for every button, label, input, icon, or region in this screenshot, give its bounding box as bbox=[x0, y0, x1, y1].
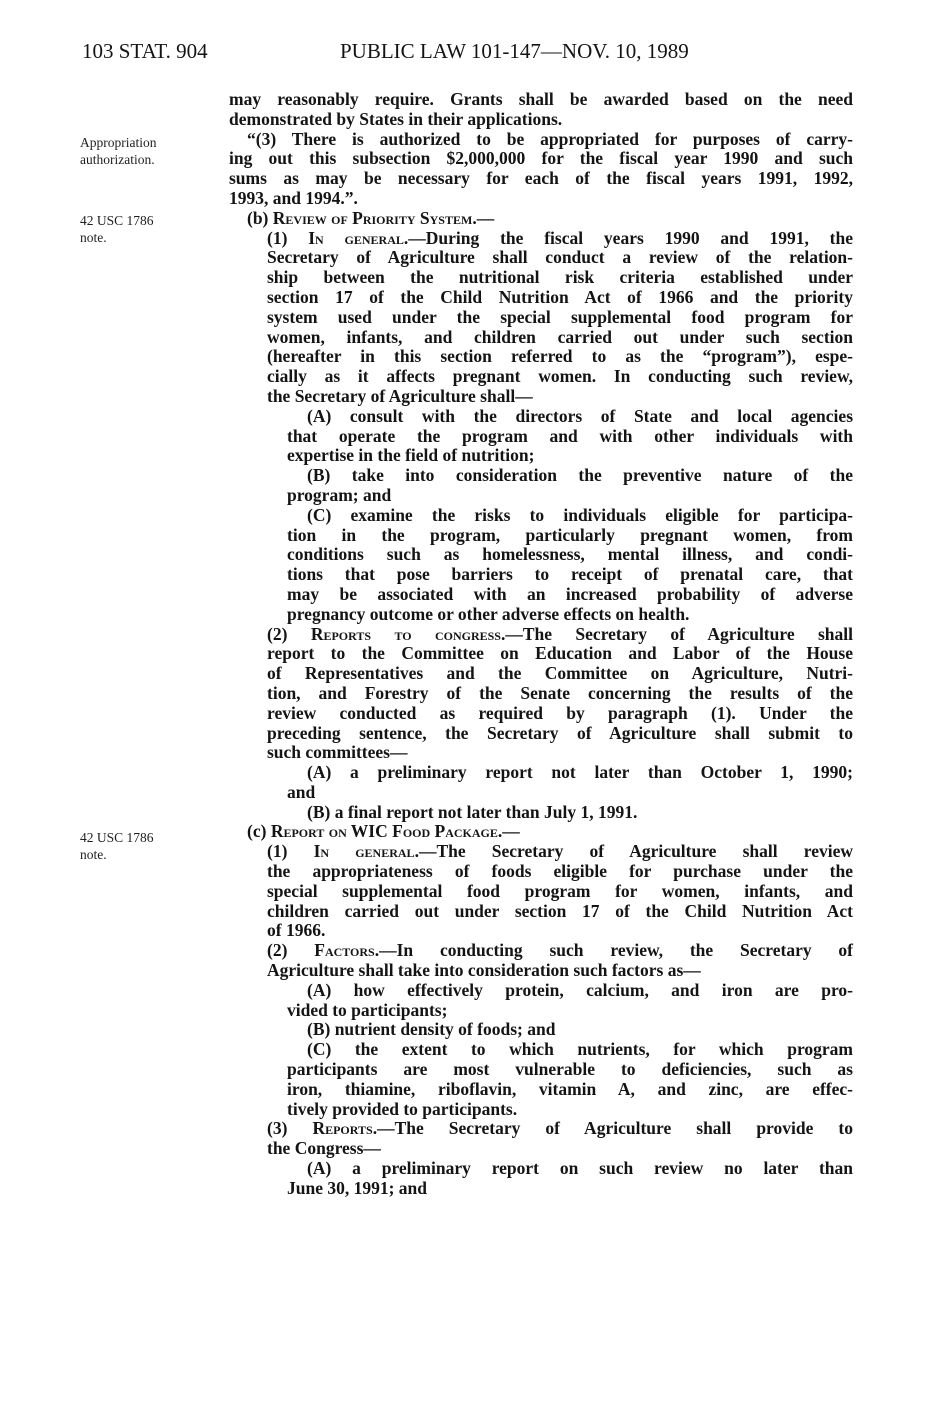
text-segment: ing out this subsection $2,000,000 for the fiscal year 1990 and such bbox=[229, 148, 853, 169]
text-segment: special supplemental food program for women, infants, and bbox=[267, 880, 853, 901]
text-segment: (A) a preliminary report not later than October 1, 1990; bbox=[307, 762, 853, 783]
text-segment: expertise in the field of nutrition; bbox=[287, 445, 535, 466]
text-segment: (b) bbox=[247, 207, 273, 228]
text-segment: the appropriateness of foods eligible for purchase under the bbox=[267, 861, 853, 882]
text-line bbox=[229, 328, 853, 348]
text-line bbox=[229, 149, 853, 169]
text-segment: tion, and Forestry of the Senate concerning the results of the bbox=[267, 682, 853, 703]
text-line bbox=[229, 961, 853, 981]
text-segment: (hereafter in this section referred to as the “program”), espe- bbox=[267, 346, 853, 367]
margin-note-line: 42 USC 1786 bbox=[80, 830, 154, 845]
text-line bbox=[229, 743, 853, 763]
text-segment: children carried out under section 17 of the Child Nutrition Act bbox=[267, 900, 853, 921]
text-line bbox=[229, 724, 853, 744]
text-line bbox=[229, 902, 853, 922]
text-line bbox=[229, 1100, 853, 1120]
text-line bbox=[229, 209, 853, 229]
text-segment: (A) how effectively protein, calcium, and iron are pro- bbox=[307, 979, 853, 1000]
text-segment: (2) bbox=[267, 940, 315, 961]
margin-note-line: note. bbox=[80, 847, 107, 862]
text-line bbox=[229, 585, 853, 605]
text-line bbox=[229, 1119, 853, 1139]
text-segment: (c) bbox=[247, 821, 271, 842]
text-segment: .—The Secretary of Agriculture shall provide to bbox=[372, 1118, 853, 1139]
text-line bbox=[229, 625, 853, 645]
text-line bbox=[229, 941, 853, 961]
text-line bbox=[229, 545, 853, 565]
text-line bbox=[229, 288, 853, 308]
text-segment: .—The Secretary of Agriculture shall bbox=[500, 623, 853, 644]
text-segment: report to the Committee on Education and Labor of the House bbox=[267, 643, 853, 664]
text-segment: (3) bbox=[267, 1118, 313, 1139]
text-segment: 1993, and 1994.”. bbox=[229, 187, 358, 208]
text-line bbox=[229, 1159, 853, 1179]
text-segment: (A) consult with the directors of State and local agencies bbox=[307, 405, 853, 426]
text-segment: .—In conducting such review, the Secretary of bbox=[374, 940, 854, 961]
margin-note-line: authorization. bbox=[80, 152, 155, 167]
text-line bbox=[229, 1040, 853, 1060]
text-line bbox=[229, 130, 853, 150]
text-segment: .— bbox=[472, 207, 495, 228]
text-segment: “(3) There is authorized to be appropriated for purposes of carry- bbox=[247, 128, 853, 149]
text-line bbox=[229, 466, 853, 486]
text-line bbox=[229, 229, 853, 249]
text-line bbox=[229, 347, 853, 367]
stat-page-number: 103 STAT. 904 bbox=[82, 39, 208, 63]
text-line bbox=[229, 1001, 853, 1021]
margin-note-line: Appropriation bbox=[80, 135, 157, 150]
margin-note-usc-report bbox=[80, 829, 220, 863]
text-segment: (C) the extent to which nutrients, for which program bbox=[307, 1039, 853, 1060]
text-segment: (B) nutrient density of foods; and bbox=[307, 1019, 556, 1040]
text-line bbox=[229, 1179, 853, 1199]
text-line bbox=[229, 565, 853, 585]
text-line bbox=[229, 1139, 853, 1159]
text-segment: Agriculture shall take into consideration such factors as— bbox=[267, 960, 701, 981]
text-line bbox=[229, 763, 853, 783]
text-segment: demonstrated by States in their applications. bbox=[229, 108, 563, 129]
section-heading: In general bbox=[308, 227, 404, 248]
text-segment: (1) bbox=[267, 227, 309, 248]
margin-note-usc-review bbox=[80, 212, 220, 246]
running-header bbox=[82, 38, 862, 64]
text-line bbox=[229, 1060, 853, 1080]
text-segment: (2) bbox=[267, 623, 311, 644]
text-line bbox=[229, 367, 853, 387]
text-segment: ship between the nutritional risk criteria established under bbox=[267, 267, 853, 288]
text-segment: may reasonably require. Grants shall be awarded based on the need bbox=[229, 89, 853, 109]
text-segment: participants are most vulnerable to deficiencies, such as bbox=[287, 1059, 853, 1080]
text-line bbox=[229, 862, 853, 882]
text-line bbox=[229, 981, 853, 1001]
text-segment: women, infants, and children carried out under such section bbox=[267, 326, 853, 347]
text-line bbox=[229, 1020, 853, 1040]
text-line bbox=[229, 704, 853, 724]
text-segment: may be associated with an increased probability of adverse bbox=[287, 583, 853, 604]
text-line bbox=[229, 268, 853, 288]
text-segment: June 30, 1991; and bbox=[287, 1177, 428, 1198]
text-line bbox=[229, 446, 853, 466]
text-segment: review conducted as required by paragraph (1). Under the bbox=[267, 702, 853, 723]
text-line bbox=[229, 486, 853, 506]
text-segment: program; and bbox=[287, 484, 392, 505]
text-segment: the Congress— bbox=[267, 1138, 381, 1159]
text-segment: preceding sentence, the Secretary of Agriculture shall submit to bbox=[267, 722, 853, 743]
text-segment: .—During the fiscal years 1990 and 1991, the bbox=[403, 227, 854, 248]
text-line bbox=[229, 644, 853, 664]
section-heading: Report on WIC Food Package bbox=[270, 821, 498, 842]
text-line bbox=[229, 110, 853, 130]
margin-note-line: 42 USC 1786 bbox=[80, 213, 154, 228]
text-segment: (B) take into consideration the preventive nature of the bbox=[307, 465, 853, 486]
text-segment: pregnancy outcome or other adverse effects on health. bbox=[287, 603, 690, 624]
text-line bbox=[229, 526, 853, 546]
text-line bbox=[229, 90, 853, 110]
text-segment: conditions such as homelessness, mental illness, and condi- bbox=[287, 544, 853, 565]
text-segment: section 17 of the Child Nutrition Act of 1966 and the priority bbox=[267, 286, 853, 307]
text-line bbox=[229, 842, 853, 862]
text-line bbox=[229, 684, 853, 704]
text-line bbox=[229, 1080, 853, 1100]
section-heading: Reports bbox=[312, 1118, 373, 1139]
text-segment: .—The Secretary of Agriculture shall review bbox=[414, 841, 854, 862]
text-line bbox=[229, 387, 853, 407]
text-segment: and bbox=[287, 781, 316, 802]
text-line bbox=[229, 308, 853, 328]
text-segment: sums as may be necessary for each of the fiscal years 1991, 1992, bbox=[229, 168, 853, 189]
section-heading: In general bbox=[313, 841, 415, 862]
text-line bbox=[229, 882, 853, 902]
statute-body bbox=[229, 90, 853, 1199]
text-segment: (1) bbox=[267, 841, 314, 862]
text-line bbox=[229, 407, 853, 427]
text-segment: Secretary of Agriculture shall conduct a review of the relation- bbox=[267, 247, 853, 268]
section-heading: Reports to congress bbox=[310, 623, 501, 644]
text-segment: of 1966. bbox=[267, 920, 326, 941]
text-segment: such committees— bbox=[267, 742, 408, 763]
text-segment: tions that pose barriers to receipt of prenatal care, that bbox=[287, 564, 853, 585]
text-line bbox=[229, 803, 853, 823]
text-line bbox=[229, 169, 853, 189]
public-law-title: PUBLIC LAW 101-147—NOV. 10, 1989 bbox=[340, 39, 689, 63]
text-segment: that operate the program and with other individuals with bbox=[287, 425, 853, 446]
text-segment: .— bbox=[497, 821, 520, 842]
text-line bbox=[229, 189, 853, 209]
text-line bbox=[229, 506, 853, 526]
text-segment: tion in the program, particularly pregnant women, from bbox=[287, 524, 853, 545]
margin-note-appropriation bbox=[80, 134, 220, 168]
text-segment: system used under the special supplemental food program for bbox=[267, 306, 853, 327]
text-segment: vided to participants; bbox=[287, 999, 448, 1020]
text-line bbox=[229, 427, 853, 447]
text-segment: (C) examine the risks to individuals eligible for participa- bbox=[307, 504, 853, 525]
text-segment: cially as it affects pregnant women. In conducting such review, bbox=[267, 366, 853, 387]
section-heading: Review of Priority System bbox=[272, 207, 473, 228]
text-line bbox=[229, 248, 853, 268]
text-segment: iron, thiamine, riboflavin, vitamin A, and zinc, are effec- bbox=[287, 1078, 853, 1099]
text-segment: (B) a final report not later than July 1, 1991. bbox=[307, 801, 638, 822]
text-segment: the Secretary of Agriculture shall— bbox=[267, 385, 533, 406]
text-line bbox=[229, 921, 853, 941]
text-segment: (A) a preliminary report on such review no later than bbox=[307, 1158, 853, 1179]
text-line bbox=[229, 822, 853, 842]
text-segment: of Representatives and the Committee on Agriculture, Nutri- bbox=[267, 663, 853, 684]
text-line bbox=[229, 664, 853, 684]
text-segment: tively provided to participants. bbox=[287, 1098, 518, 1119]
section-heading: Factors bbox=[314, 940, 375, 961]
margin-note-line: note. bbox=[80, 230, 107, 245]
text-line bbox=[229, 783, 853, 803]
text-line bbox=[229, 605, 853, 625]
